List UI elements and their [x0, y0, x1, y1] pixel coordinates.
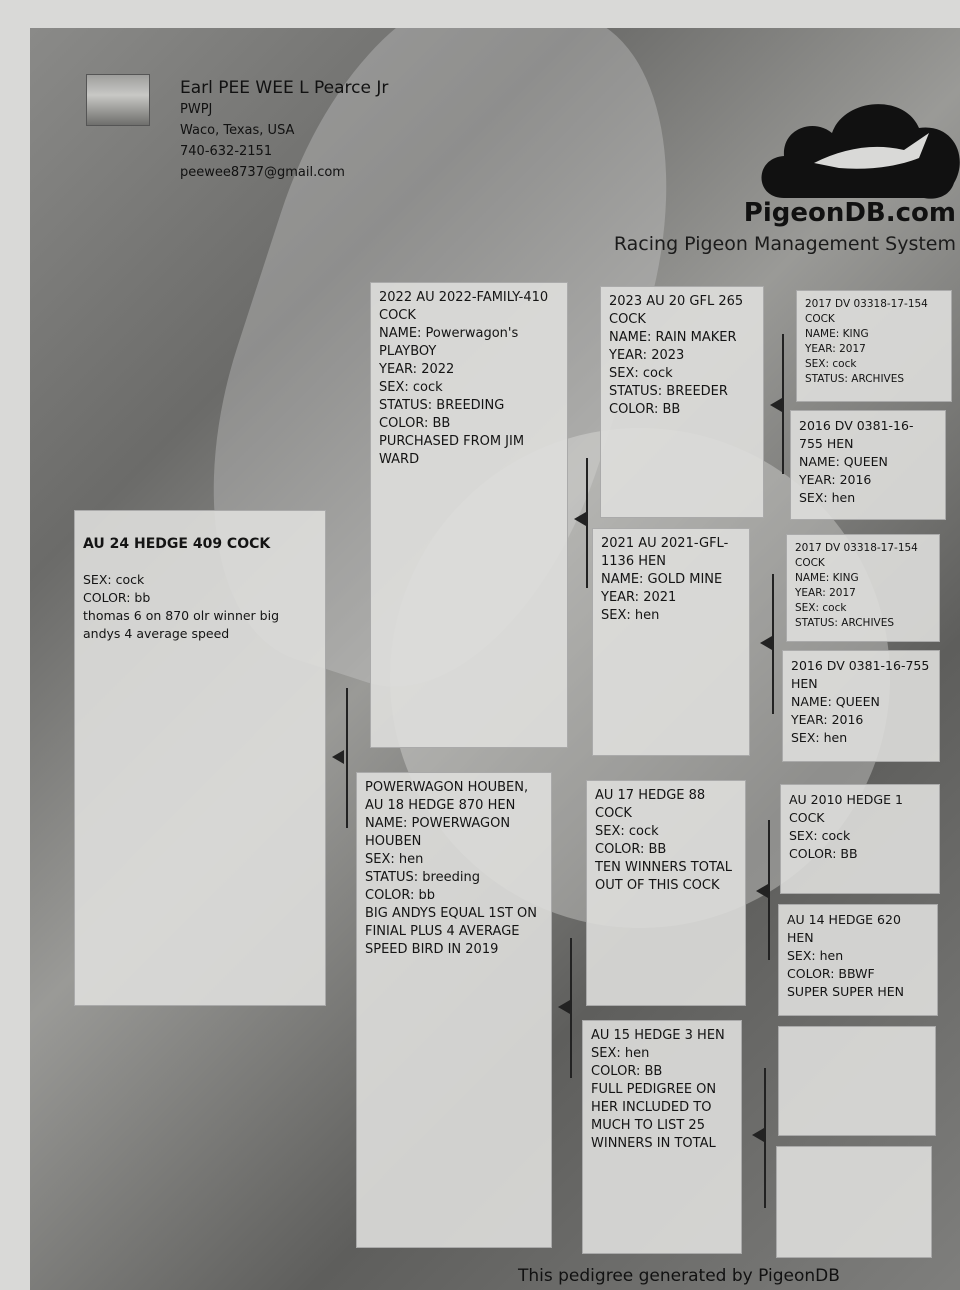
- connector-arrow-icon: [760, 636, 772, 650]
- connector-arrow-icon: [752, 1128, 764, 1142]
- sire-dam-card: 2021 AU 2021-GFL-1136 HEN NAME: GOLD MINE YEAR: 2021 SEX: hen: [592, 528, 750, 756]
- owner-info: [180, 78, 388, 183]
- ggp-ssd-card: 2016 DV 0381-16-755 HEN NAME: QUEEN YEAR: 2016 SEX: hen: [790, 410, 946, 520]
- brand-tagline: Racing Pigeon Management System: [613, 233, 956, 255]
- owner-location: Waco, Texas, USA: [180, 123, 295, 138]
- connector-arrow-icon: [574, 512, 586, 526]
- connector-line: [346, 688, 348, 828]
- connector-line: [764, 1068, 766, 1208]
- ggp-dsd-card: AU 14 HEDGE 620 HEN SEX: hen COLOR: BBWF SUPER SUPER HEN: [778, 904, 938, 1016]
- footer-note: This pedigree generated by PigeonDB: [518, 1266, 840, 1286]
- owner-email: peewee8737@gmail.com: [180, 165, 345, 180]
- ggp-sss-card: 2017 DV 03318-17-154 COCK NAME: KING YEAR: 2017 SEX: cock STATUS: ARCHIVES: [796, 290, 952, 402]
- connector-line: [586, 458, 588, 588]
- owner-loft: PWPJ: [180, 102, 213, 117]
- dam-dam-card: AU 15 HEDGE 3 HEN SEX: hen COLOR: BB FULL PEDIGREE ON HER INCLUDED TO MUCH TO LIST 25 WINNERS IN TOTAL: [582, 1020, 742, 1254]
- connector-line: [570, 938, 572, 1078]
- connector-arrow-icon: [332, 750, 344, 764]
- subject-details: SEX: cock COLOR: bb thomas 6 on 870 olr winner big andys 4 average speed: [83, 572, 280, 641]
- owner-phone: 740-632-2151: [180, 144, 273, 159]
- ggp-dds-card: [778, 1026, 936, 1136]
- owner-loft-photo: [86, 74, 150, 126]
- ggp-ddd-card: [776, 1146, 932, 1258]
- sire-sire-card: 2023 AU 20 GFL 265 COCK NAME: RAIN MAKER YEAR: 2023 SEX: cock STATUS: BREEDER COLOR: BB: [600, 286, 764, 518]
- ggp-sds-card: 2017 DV 03318-17-154 COCK NAME: KING YEAR: 2017 SEX: cock STATUS: ARCHIVES: [786, 534, 940, 642]
- sire-card: 2022 AU 2022-FAMILY-410 COCK NAME: Powerwagon's PLAYBOY YEAR: 2022 SEX: cock STATUS: BREEDING COLOR: BB PURCHASED FROM JIM WARD: [370, 282, 568, 748]
- ggp-dss-card: AU 2010 HEDGE 1 COCK SEX: cock COLOR: BB: [780, 784, 940, 894]
- subject-card: [74, 510, 326, 1006]
- owner-name: Earl PEE WEE L Pearce Jr: [180, 78, 389, 98]
- connector-line: [782, 334, 784, 474]
- dam-sire-card: AU 17 HEDGE 88 COCK SEX: cock COLOR: BB TEN WINNERS TOTAL OUT OF THIS COCK: [586, 780, 746, 1006]
- pedigree-sheet: [30, 28, 960, 1290]
- connector-arrow-icon: [558, 1000, 570, 1014]
- brand-name: PigeonDB.com: [743, 198, 956, 228]
- ggp-sdd-card: 2016 DV 0381-16-755 HEN NAME: QUEEN YEAR: 2016 SEX: hen: [782, 650, 940, 762]
- connector-line: [768, 820, 770, 960]
- connector-arrow-icon: [756, 884, 768, 898]
- dam-card: POWERWAGON HOUBEN, AU 18 HEDGE 870 HEN NAME: POWERWAGON HOUBEN SEX: hen STATUS: breeding COLOR: bb BIG ANDYS EQUAL 1ST ON FINIAL PLUS 4 AVERAGE SPEED BIRD IN 2019: [356, 772, 552, 1248]
- connector-arrow-icon: [770, 398, 782, 412]
- subject-title: AU 24 HEDGE 409 COCK: [83, 536, 271, 552]
- connector-line: [772, 574, 774, 714]
